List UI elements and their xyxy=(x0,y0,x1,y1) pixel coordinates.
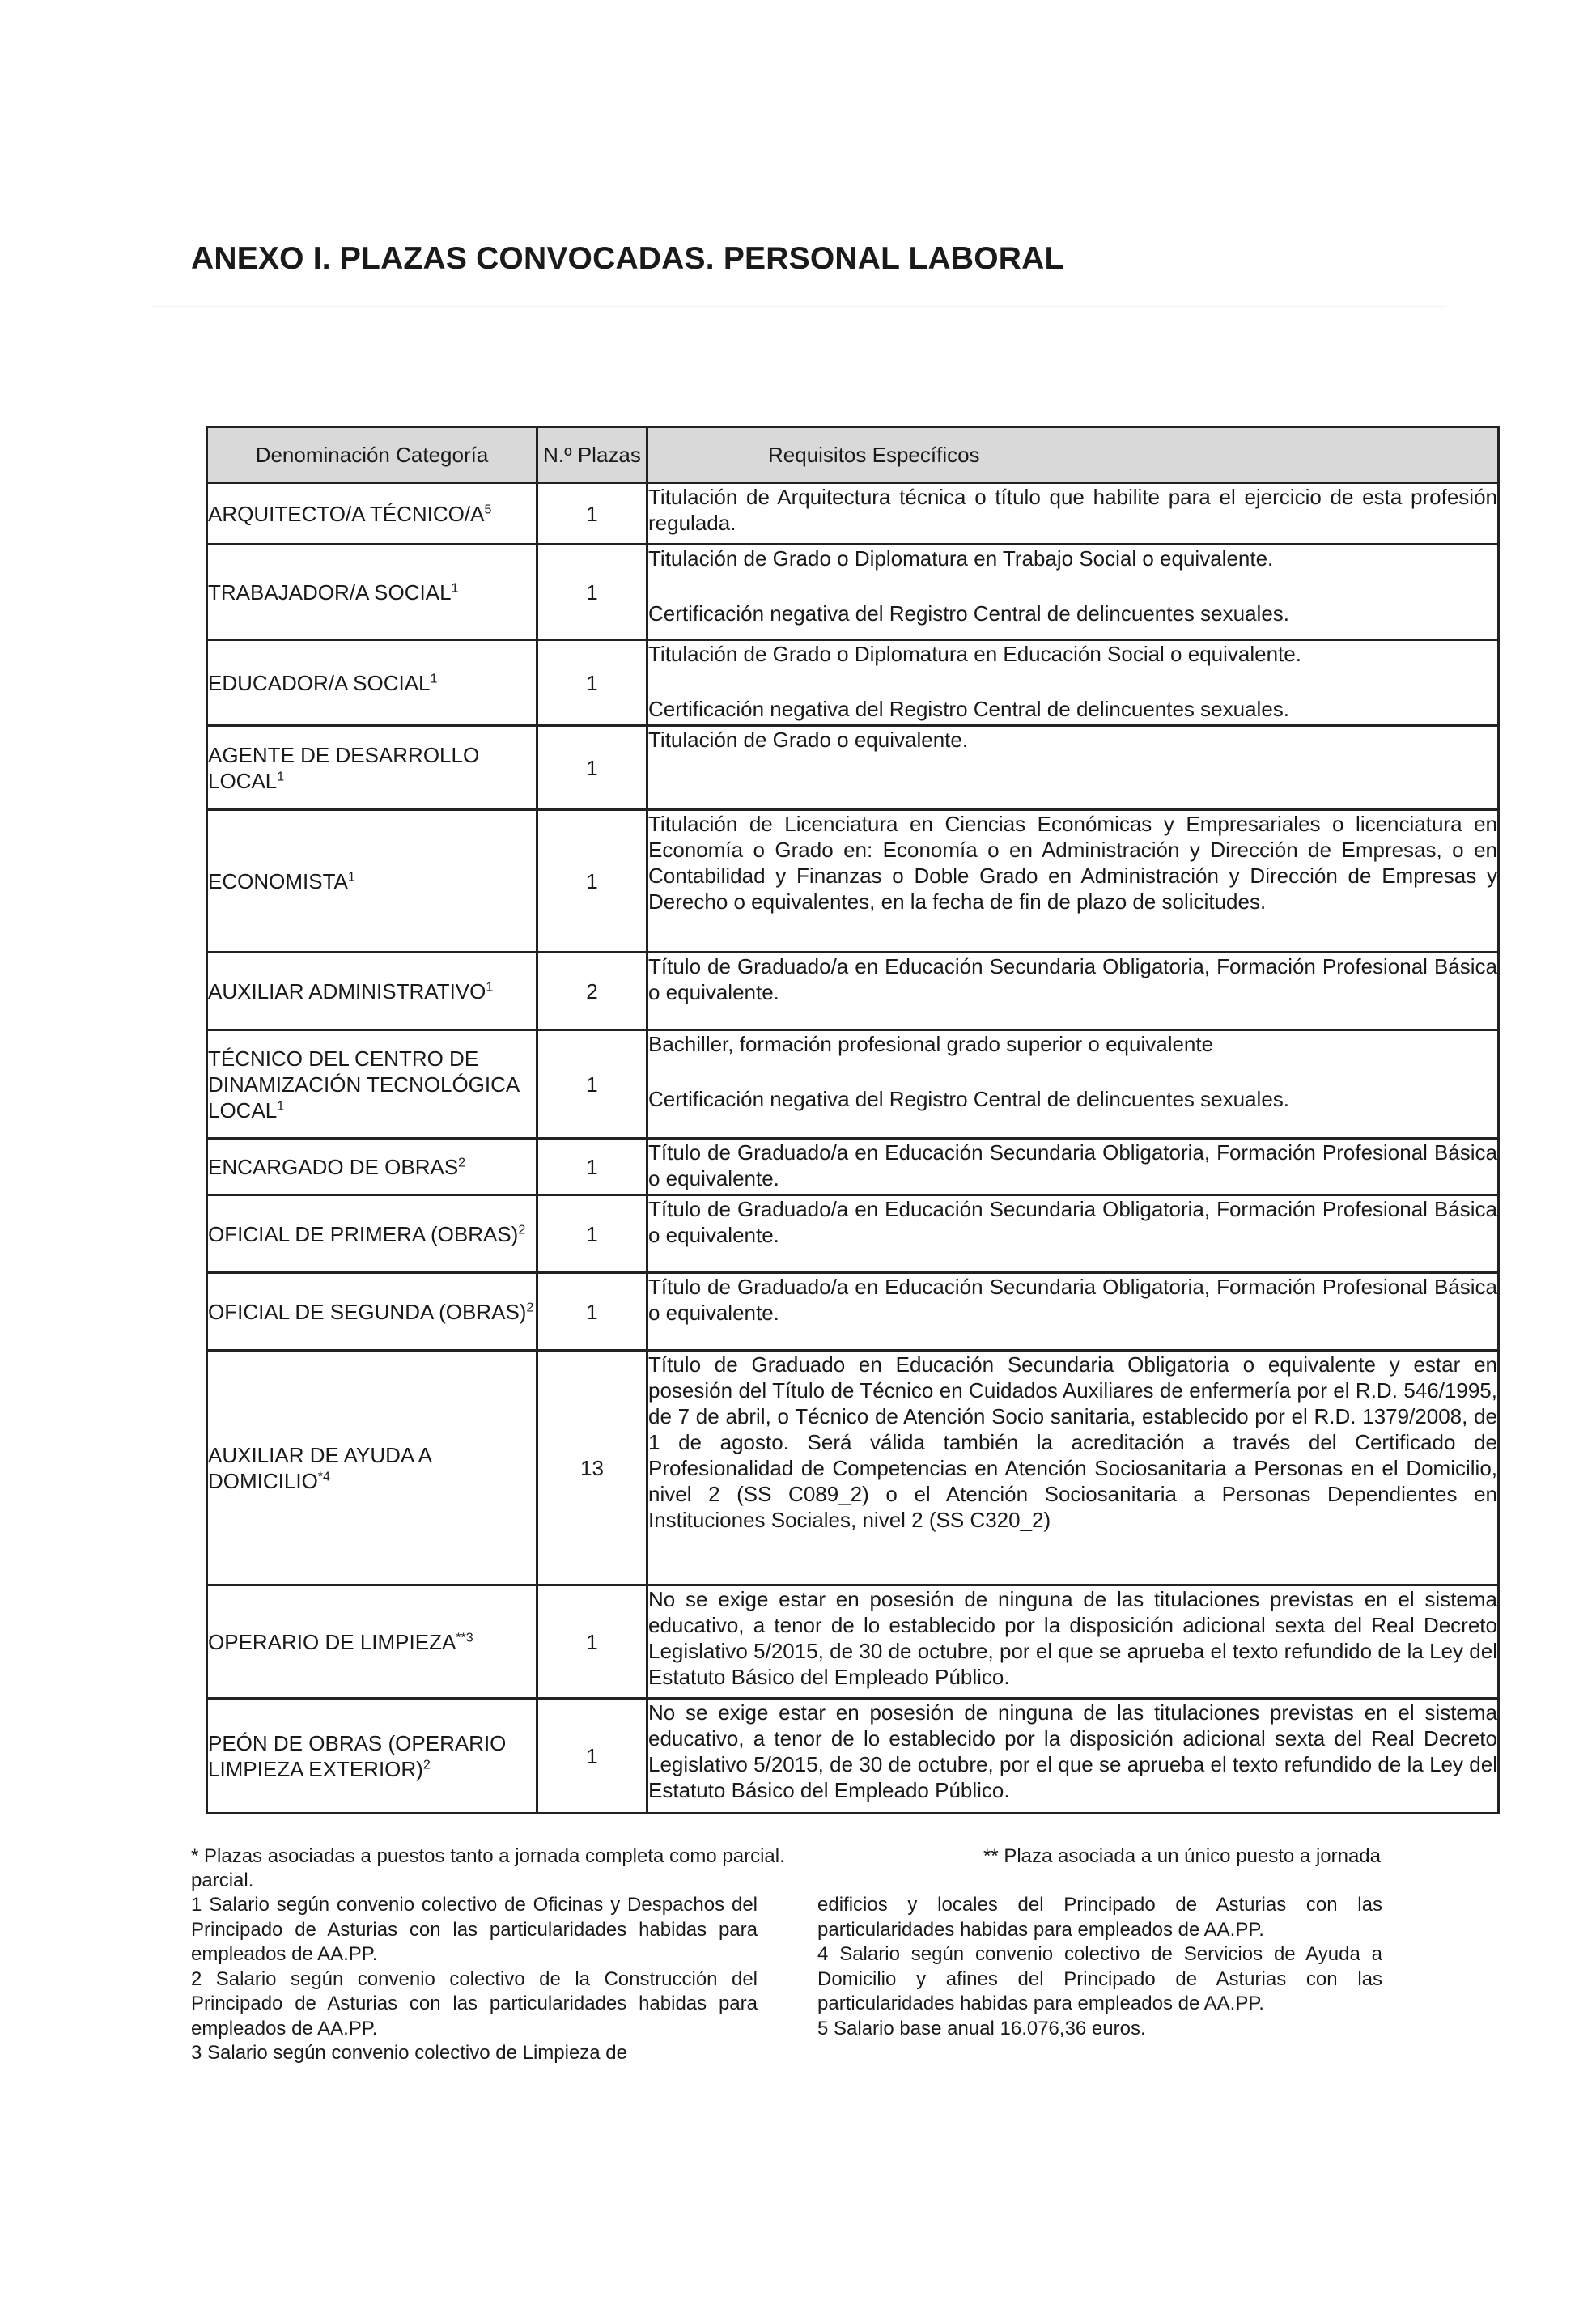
requisitos-cell xyxy=(647,1139,1499,1195)
footnotes-right-column xyxy=(817,1893,1382,2041)
table-row xyxy=(207,1195,1499,1273)
footnote-asterisk: * Plazas asociadas a puestos tanto a jornada completa como parcial. xyxy=(191,1845,785,1867)
table-row xyxy=(207,810,1499,953)
header-categoria: Denominación Categoría xyxy=(207,427,537,483)
footnote-ref: 1 xyxy=(430,671,438,685)
requisito-text: Título de Graduado/a en Educación Secundaria Obligatoria, Formación Profesional Básica o equivalente. xyxy=(648,1140,1497,1190)
table-row xyxy=(207,483,1499,545)
plazas-count: 1 xyxy=(537,1585,647,1699)
table-row xyxy=(207,640,1499,726)
plazas-count: 1 xyxy=(537,483,647,545)
requisitos-cell xyxy=(647,1585,1499,1699)
categoria-name: ECONOMISTA xyxy=(208,868,348,893)
footnote-5: 5 Salario base anual 16.076,36 euros. xyxy=(817,2017,1146,2039)
categoria-cell xyxy=(207,640,537,726)
footnote-3: 3 Salario según convenio colectivo de Limpieza de xyxy=(191,2042,628,2064)
requisito-text: No se exige estar en posesión de ninguna de las titulaciones previstas en el sistema educativo, a tenor de lo establecido por la disposición adicional sexta del Real Decreto Legislativo 5/2015, de 30 de octubre, por el que se aprueba el texto refundido de la Ley del Estatuto Básico del Empleado Público. xyxy=(648,1700,1497,1802)
requisitos-cell xyxy=(647,1351,1499,1585)
requisito-text: Certificación negativa del Registro Central de delincuentes sexuales. xyxy=(648,1087,1289,1111)
footnote-ref: 1 xyxy=(277,1098,285,1113)
footnote-ref: 1 xyxy=(486,979,494,994)
footnote-ref: 1 xyxy=(277,769,285,783)
requisitos-cell xyxy=(647,483,1499,545)
categoria-cell xyxy=(207,953,537,1030)
footnotes-header xyxy=(191,1844,1381,1893)
table-header-row xyxy=(207,427,1499,483)
categoria-name: AUXILIAR DE AYUDA A DOMICILIO xyxy=(208,1442,431,1493)
requisito-text: No se exige estar en posesión de ninguna de las titulaciones previstas en el sistema educativo, a tenor de lo establecido por la disposición adicional sexta del Real Decreto Legislativo 5/2015, de 30 de octubre, por el que se aprueba el texto refundido de la Ley del Estatuto Básico del Empleado Público. xyxy=(648,1587,1497,1689)
footnote-ref: 1 xyxy=(451,580,459,595)
categoria-name: ENCARGADO DE OBRAS xyxy=(208,1154,459,1179)
requisitos-cell xyxy=(647,726,1499,810)
table-row xyxy=(207,1585,1499,1699)
plazas-count: 1 xyxy=(537,1030,647,1139)
footnote-double-asterisk: ** Plaza asociada a un único puesto a jornada xyxy=(983,1845,1381,1867)
paragraph-gap xyxy=(648,571,1497,601)
footnote-ref: 2 xyxy=(526,1300,534,1314)
plazas-count: 1 xyxy=(537,640,647,726)
table-row xyxy=(207,1139,1499,1195)
footnotes-left-column xyxy=(191,1893,758,2066)
page-title: ANEXO I. PLAZAS CONVOCADAS. PERSONAL LABORAL xyxy=(191,241,1064,276)
footnote-ref: 1 xyxy=(347,869,355,884)
plazas-count: 1 xyxy=(537,1699,647,1814)
categoria-name: OFICIAL DE PRIMERA (OBRAS) xyxy=(208,1221,519,1246)
categoria-cell xyxy=(207,1699,537,1814)
categoria-name: AUXILIAR ADMINISTRATIVO xyxy=(208,978,486,1004)
categoria-name: AGENTE DE DESARROLLO LOCAL xyxy=(208,742,480,793)
categoria-cell xyxy=(207,1195,537,1273)
requisito-text: Título de Graduado en Educación Secundaria Obligatoria o equivalente y estar en posesión del Título de Técnico en Cuidados Auxiliares de enfermería por el R.D. 546/1995, de 7 de abril, o Técnico de Atención Socio sanitaria, establecido por el R.D. 1379/2008, de 1 de agosto. Será válida también la acreditación a través del Certificado de Profesionalidad de Competencias en Atención Sociosanitaria a Personas en el Domicilio, nivel 2 (SS C089_2) o el Atención Sociosanitaria a Personas Dependientes en Instituciones Sociales, nivel 2 (SS C320_2) xyxy=(648,1352,1497,1532)
table-row xyxy=(207,545,1499,640)
table-row xyxy=(207,1699,1499,1814)
categoria-cell xyxy=(207,1139,537,1195)
footnote-ref: 2 xyxy=(422,1757,431,1772)
requisito-text: Certificación negativa del Registro Central de delincuentes sexuales. xyxy=(648,601,1289,626)
plazas-count: 1 xyxy=(537,1139,647,1195)
requisitos-cell xyxy=(647,545,1499,640)
table-body xyxy=(207,483,1499,1814)
footnote-ref: 2 xyxy=(518,1222,526,1237)
header-requisitos: Requisitos Específicos xyxy=(647,427,1499,483)
footnote-ref: 5 xyxy=(484,502,492,516)
footnote-ref: 2 xyxy=(458,1155,466,1169)
paragraph-gap xyxy=(648,1057,1497,1086)
categoria-cell xyxy=(207,1030,537,1139)
plazas-count: 1 xyxy=(537,810,647,953)
requisito-text: Titulación de Licenciatura en Ciencias Económicas y Empresariales o licenciatura en Economía o Grado en: Economía o en Administración y Dirección de Empresas, o en Contabilidad y Finanzas o Doble Grado en Administración y Dirección de Empresas y Derecho o equivalentes, en la fecha de fin de plazo de solicitudes. xyxy=(648,812,1497,914)
categoria-name: EDUCADOR/A SOCIAL xyxy=(208,670,431,695)
requisito-text: Titulación de Grado o Diplomatura en Educación Social o equivalente. xyxy=(648,642,1301,666)
requisito-text: Certificación negativa del Registro Central de delincuentes sexuales. xyxy=(648,697,1289,721)
blank-frame xyxy=(151,306,1446,388)
categoria-name: OFICIAL DE SEGUNDA (OBRAS) xyxy=(208,1299,527,1324)
footnote-ref: **3 xyxy=(456,1630,473,1645)
categoria-cell xyxy=(207,1351,537,1585)
requisito-text: Titulación de Arquitectura técnica o título que habilite para el ejercicio de esta profesión regulada. xyxy=(648,485,1497,535)
table-row xyxy=(207,1273,1499,1351)
categoria-name: TRABAJADOR/A SOCIAL xyxy=(208,579,452,605)
paragraph-gap xyxy=(648,667,1497,696)
plazas-count: 2 xyxy=(537,953,647,1030)
categoria-name: TÉCNICO DEL CENTRO DE DINAMIZACIÓN TECNOLÓGICA LOCAL xyxy=(208,1046,519,1123)
requisito-text: Titulación de Grado o equivalente. xyxy=(648,728,969,752)
footnote-4: 4 Salario según convenio colectivo de Servicios de Ayuda a Domicilio y afines del Principado de Asturias con las particularidades habidas para empleados de AA.PP. xyxy=(817,1943,1382,2014)
footnote-3-cont: edificios y locales del Principado de Asturias con las particularidades habidas para empleados de AA.PP. xyxy=(817,1894,1382,1941)
requisitos-cell xyxy=(647,1195,1499,1273)
categoria-name: ARQUITECTO/A TÉCNICO/A xyxy=(208,501,485,526)
table-row xyxy=(207,1030,1499,1139)
plazas-count: 13 xyxy=(537,1351,647,1585)
footnote-2: 2 Salario según convenio colectivo de la Construcción del Principado de Asturias con las particularidades habidas para empleados de AA.PP. xyxy=(191,1967,758,2039)
header-plazas: N.º Plazas xyxy=(537,427,647,483)
plazas-count: 1 xyxy=(537,1195,647,1273)
requisito-text: Bachiller, formación profesional grado superior o equivalente xyxy=(648,1032,1214,1056)
categoria-cell xyxy=(207,726,537,810)
categoria-cell xyxy=(207,483,537,545)
footnote-ref: *4 xyxy=(317,1469,330,1483)
categoria-cell xyxy=(207,1273,537,1351)
requisitos-cell xyxy=(647,1030,1499,1139)
requisito-text: Título de Graduado/a en Educación Secundaria Obligatoria, Formación Profesional Básica o equivalente. xyxy=(648,1197,1497,1247)
plazas-count: 1 xyxy=(537,545,647,640)
categoria-cell xyxy=(207,810,537,953)
footnote-double-asterisk-cont: parcial. xyxy=(191,1869,254,1891)
table-row xyxy=(207,726,1499,810)
categoria-cell xyxy=(207,1585,537,1699)
plazas-count: 1 xyxy=(537,1273,647,1351)
categoria-cell xyxy=(207,545,537,640)
table-row xyxy=(207,1351,1499,1585)
plazas-count: 1 xyxy=(537,726,647,810)
requisito-text: Titulación de Grado o Diplomatura en Trabajo Social o equivalente. xyxy=(648,546,1274,571)
table-row xyxy=(207,953,1499,1030)
categoria-name: OPERARIO DE LIMPIEZA xyxy=(208,1629,456,1654)
footnote-1: 1 Salario según convenio colectivo de Oficinas y Despachos del Principado de Asturias con las particularidades habidas para empleados de AA.PP. xyxy=(191,1894,758,1965)
requisitos-cell xyxy=(647,810,1499,953)
plazas-table xyxy=(206,426,1500,1814)
requisitos-cell xyxy=(647,1699,1499,1814)
requisito-text: Título de Graduado/a en Educación Secundaria Obligatoria, Formación Profesional Básica o equivalente. xyxy=(648,1275,1497,1325)
requisitos-cell xyxy=(647,640,1499,726)
requisitos-cell xyxy=(647,953,1499,1030)
requisitos-cell xyxy=(647,1273,1499,1351)
requisito-text: Título de Graduado/a en Educación Secundaria Obligatoria, Formación Profesional Básica o equivalente. xyxy=(648,954,1497,1004)
categoria-name: PEÓN DE OBRAS (OPERARIO LIMPIEZA EXTERIOR) xyxy=(208,1730,507,1781)
